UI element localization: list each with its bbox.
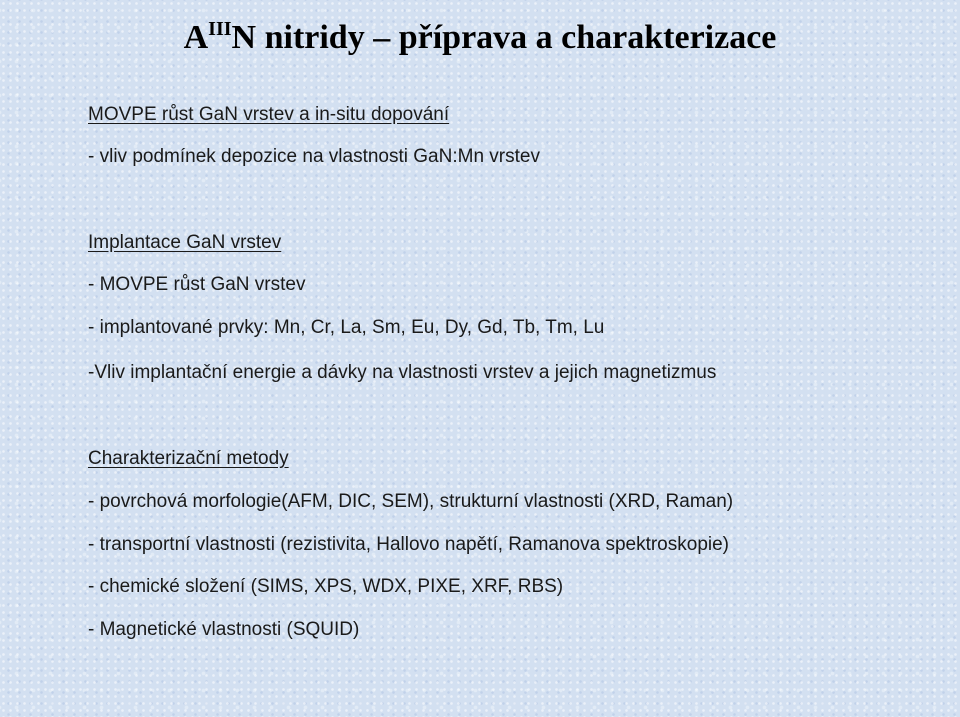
bullet-item: - Magnetické vlastnosti (SQUID) <box>88 619 360 640</box>
bullet-item: -Vliv implantační energie a dávky na vlastnosti vrstev a jejich magnetizmus <box>88 362 717 383</box>
section-heading-charakterizace: Charakterizační metody <box>88 448 289 469</box>
bullet-item: - implantované prvky: Mn, Cr, La, Sm, Eu, Dy, Gd, Tb, Tm, Lu <box>88 317 605 338</box>
title-prefix: A <box>183 19 209 56</box>
section-heading-movpe: MOVPE růst GaN vrstev a in-situ dopování <box>88 104 450 125</box>
bullet-item: - transportní vlastnosti (rezistivita, Hallovo napětí, Ramanova spektroskopie) <box>88 534 729 555</box>
bullet-item: - chemické složení (SIMS, XPS, WDX, PIXE, XRF, RBS) <box>88 576 564 597</box>
slide-title <box>0 18 960 57</box>
title-suffix: N nitridy – příprava a charakterizace <box>231 19 777 56</box>
bullet-item: - povrchová morfologie(AFM, DIC, SEM), strukturní vlastnosti (XRD, Raman) <box>88 491 734 512</box>
bullet-item: - vliv podmínek depozice na vlastnosti GaN:Mn vrstev <box>88 146 540 167</box>
section-heading-implantace: Implantace GaN vrstev <box>88 232 282 253</box>
title-superscript: III <box>208 18 232 40</box>
bullet-item: - MOVPE růst GaN vrstev <box>88 274 306 295</box>
